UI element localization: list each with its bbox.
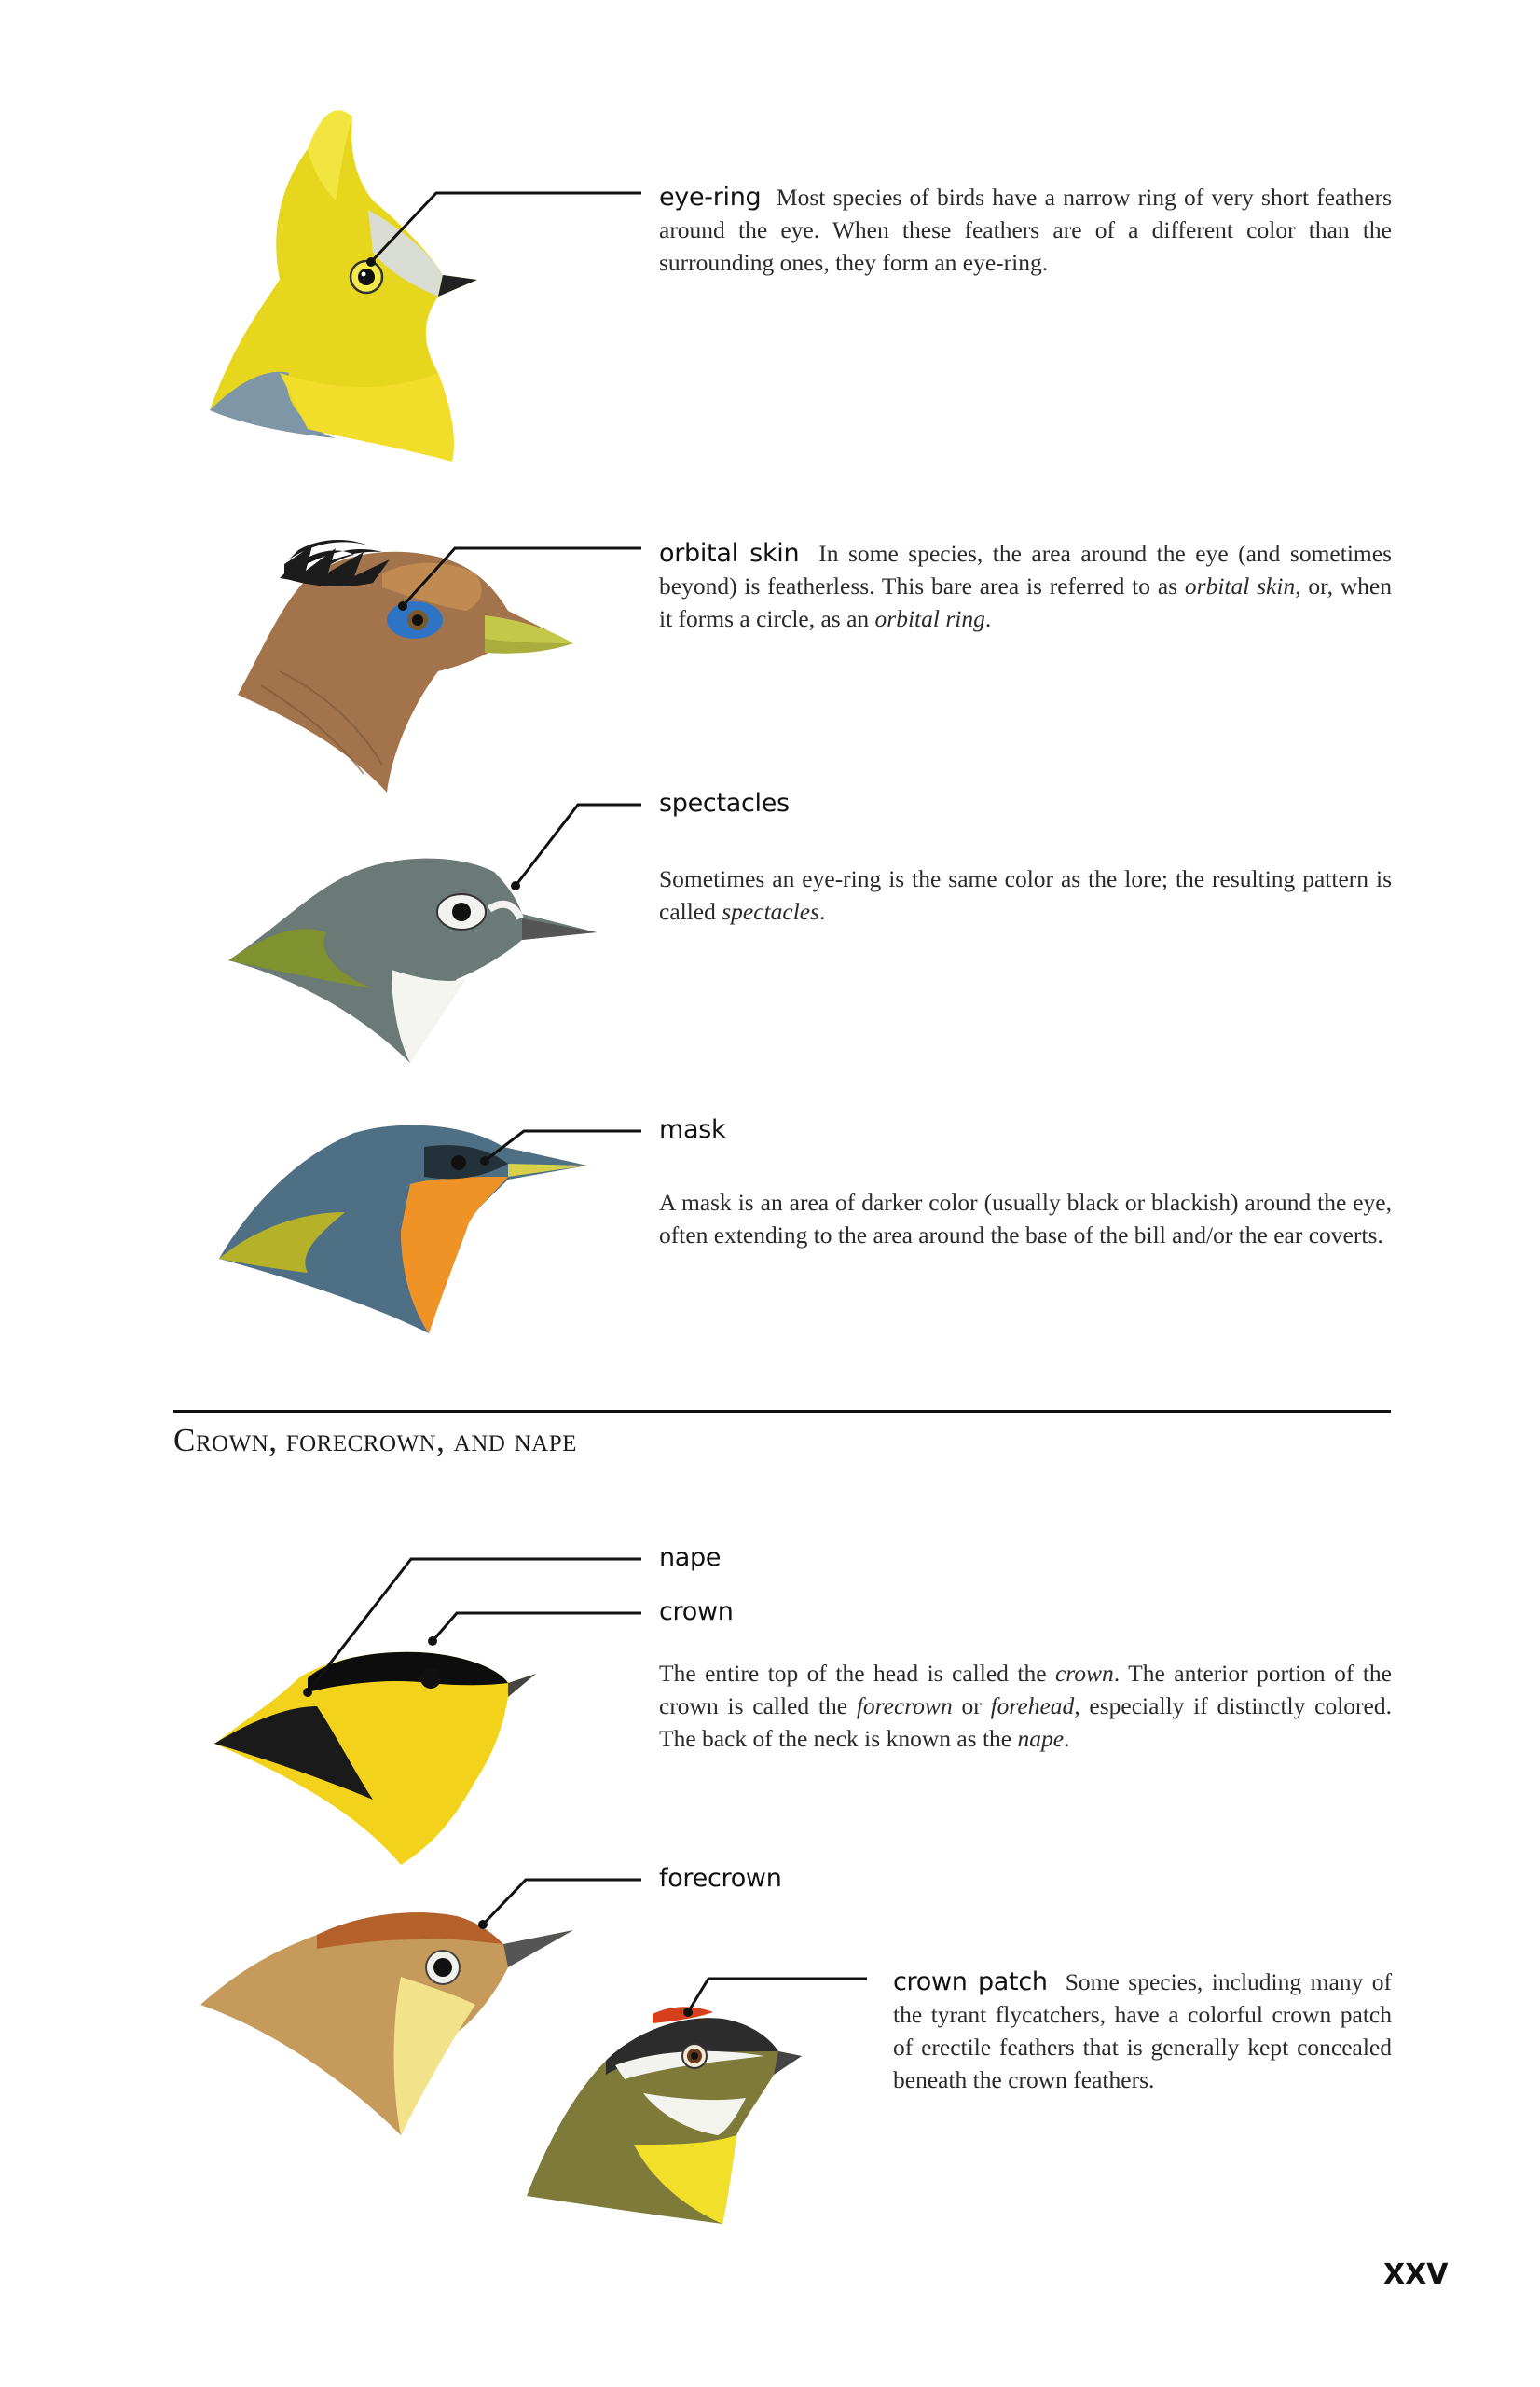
crown-description-part: or [952,1692,991,1719]
spectacles-emphasis: spectacles [722,898,820,925]
forehead-emphasis: forehead [990,1692,1075,1719]
spectacles-term: spectacles [659,789,790,818]
eye-ring-term: eye-ring [659,183,762,212]
crown-description [659,1657,1392,1755]
eye-ring-description: Most species of birds have a narrow ring of very short feathers around the eye. When these feathers are of a different color than the surrounding ones, they form an eye-ring. [659,184,1393,276]
crown-description-part: . [1064,1725,1070,1752]
crown-patch-term: crown patch [893,1967,1048,1996]
spectacles-description [659,862,1392,928]
spectacles-description-part: Sometimes an eye-ring is the same color as the lore; the resulting pattern is called [659,865,1392,925]
mask-description: A mask is an area of darker color (usually black or blackish) around the eye, often extending to the area around the base of the bill and/or the ear coverts. [659,1189,1392,1249]
nape-term: nape [659,1543,722,1572]
forecrown-term: forecrown [659,1864,782,1893]
orbital-skin-description-part: . [984,605,992,632]
orbital-ring-emphasis: orbital ring [874,605,985,632]
eye-ring-entry [659,181,1392,279]
orbital-skin-description-part: , or, when it forms a circle, as an [659,573,1392,632]
mask-term: mask [659,1115,726,1144]
crown-patch-description: Some species, including many of the tyrant flycatchers, have a colorful crown patch of erectile feathers that is generally kept concealed beneath the crown feathers. [893,1968,1392,2093]
forecrown-emphasis: forecrown [856,1692,953,1719]
crown-emphasis: crown [1054,1660,1114,1687]
page-number: XXV [1383,2258,1449,2291]
crown-description-part: , especially if distinctly colored. The back of the neck is known as the [659,1692,1392,1752]
orbital-skin-emphasis: orbital skin [1184,573,1296,600]
orbital-skin-description-part: In some species, the area around the eye (and sometimes beyond) is featherless. This bare area is referred to as [659,540,1392,600]
orbital-skin-term: orbital skin [659,539,800,568]
crown-description-part: The entire top of the head is called the [659,1660,1055,1687]
nape-emphasis: nape [1017,1725,1065,1752]
crown-patch-entry [893,1966,1392,2096]
orbital-skin-entry [659,537,1392,635]
crown-term: crown [659,1597,734,1626]
spectacles-description-part: . [819,898,826,925]
crown-description-part: . The anterior portion of the crown is called the [659,1660,1392,1719]
section-heading: Crown, forecrown, and nape [173,1422,577,1458]
section-divider [173,1410,1391,1413]
